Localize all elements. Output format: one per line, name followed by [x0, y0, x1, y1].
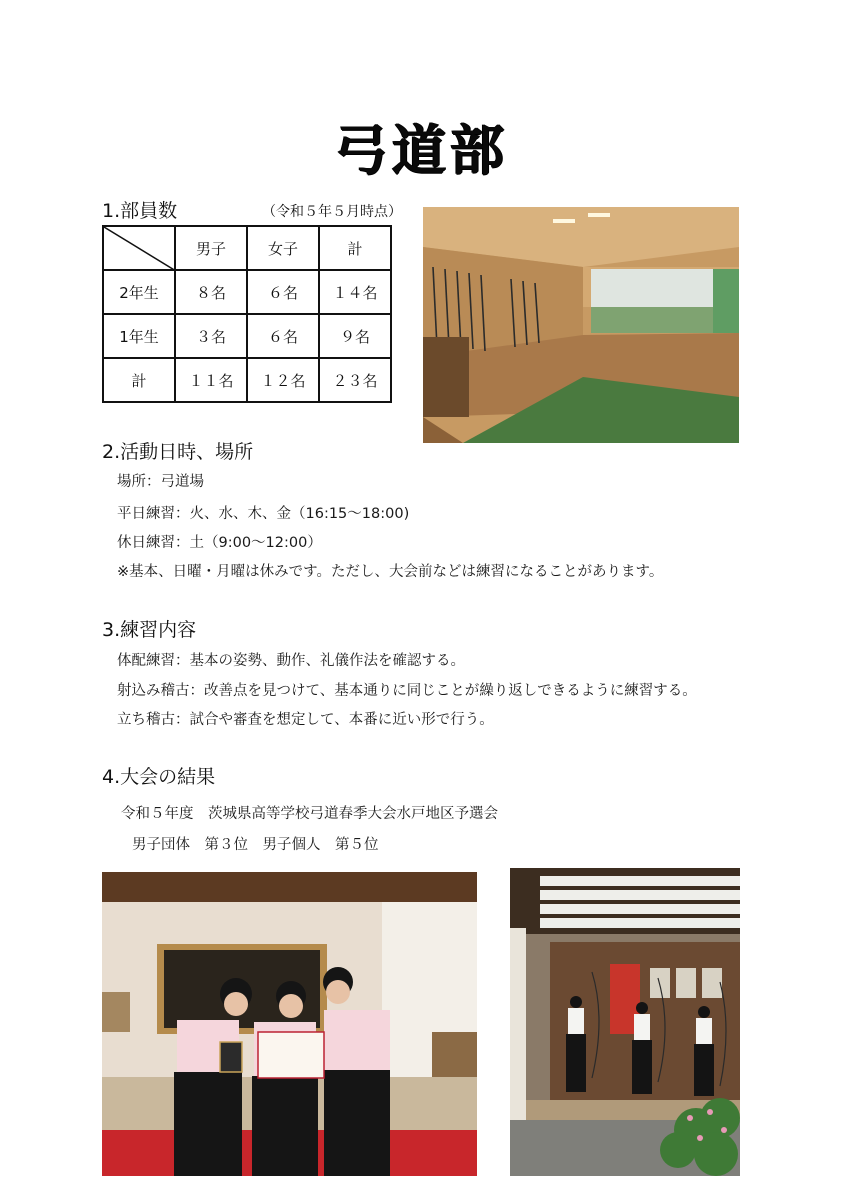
- table-row: [103, 270, 391, 314]
- tournament-name: 令和５年度 茨城県高等学校弓道春季大会水戸地区予選会: [121, 806, 498, 822]
- table-cell: ３名: [175, 314, 247, 358]
- table-cell: ６名: [247, 314, 319, 358]
- table-row: [103, 358, 391, 402]
- table-cell: ２３名: [319, 358, 391, 402]
- shooting-photo: [510, 868, 740, 1176]
- table-cell: １１名: [175, 358, 247, 402]
- members-table: [102, 225, 392, 403]
- section2-heading: 2.活動日時、場所: [102, 441, 254, 463]
- table-header-row: [103, 226, 391, 270]
- holiday-practice-line: 休日練習：土（9:00～12:00）: [117, 535, 322, 551]
- table-row: [103, 314, 391, 358]
- diagonal-line: [104, 227, 176, 271]
- row-label: 1年生: [103, 314, 175, 358]
- column-header: 計: [319, 226, 391, 270]
- table-cell: ６名: [247, 270, 319, 314]
- rest-days-note: ※基本、日曜・月曜は休みです。ただし、大会前などは練習になることがあります。: [117, 564, 664, 580]
- section1-note: （令和５年５月時点）: [262, 204, 402, 220]
- location-line: 場所：弓道場: [117, 474, 204, 490]
- practice-line: 体配練習：基本の姿勢、動作、礼儀作法を確認する。: [117, 653, 465, 669]
- section1-heading: 1.部員数: [102, 200, 178, 222]
- dojo-photo: [423, 207, 739, 443]
- row-label: 2年生: [103, 270, 175, 314]
- table-cell: ９名: [319, 314, 391, 358]
- section4-heading: 4.大会の結果: [102, 766, 216, 788]
- award-photo: [102, 872, 477, 1176]
- table-cell: １４名: [319, 270, 391, 314]
- practice-line: 射込み稽古：改善点を見つけて、基本通りに同じことが繰り返しできるように練習する。: [117, 683, 697, 699]
- tournament-result: 男子団体 第３位 男子個人 第５位: [132, 837, 379, 853]
- practice-line: 立ち稽古：試合や審査を想定して、本番に近い形で行う。: [117, 712, 494, 728]
- row-label: 計: [103, 358, 175, 402]
- column-header: 男子: [175, 226, 247, 270]
- table-cell: ８名: [175, 270, 247, 314]
- column-header: 女子: [247, 226, 319, 270]
- page-title: 弓道部: [334, 118, 508, 182]
- weekday-practice-line: 平日練習：火、水、木、金（16:15～18:00): [117, 506, 410, 522]
- table-cell: １２名: [247, 358, 319, 402]
- table-corner-cell: [103, 226, 175, 270]
- section3-heading: 3.練習内容: [102, 619, 197, 641]
